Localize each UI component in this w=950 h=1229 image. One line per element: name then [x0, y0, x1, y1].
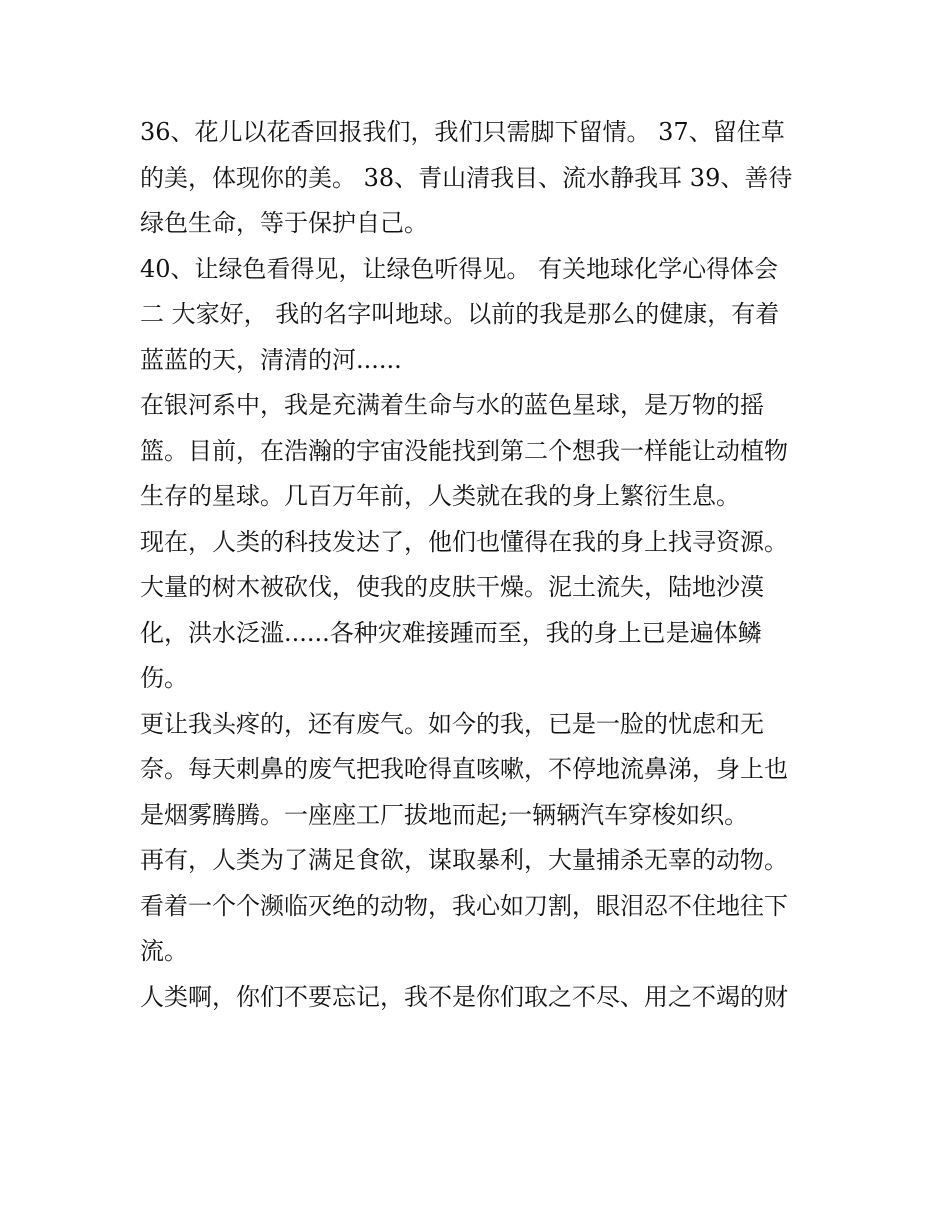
text-line: 生存的星球。几百万年前，人类就在我的身上繁衍生息。 [140, 482, 740, 510]
text-line: 二 大家好， 我的名字叫地球。以前的我是那么的健康，有着 [140, 300, 780, 328]
text-line: 流。 [140, 937, 188, 965]
text-line: 蓝蓝的天，清清的河...... [140, 345, 402, 374]
text-line: 的美，体现你的美。 38、青山清我目、流水静我耳 39、善待 [140, 163, 793, 192]
text-line: 化，洪水泛滥......各种灾难接踵而至，我的身上已是遍体鳞 [140, 618, 762, 647]
text-line: 更让我头疼的，还有废气。如今的我，已是一脸的忧虑和无 [140, 709, 764, 738]
text-line: 大量的树木被砍伐，使我的皮肤干燥。泥土流失，陆地沙漠 [140, 573, 764, 601]
text-line: 看着一个个濒临灭绝的动物，我心如刀割，眼泪忍不住地往下 [140, 891, 788, 920]
text-line: 40、让绿色看得见，让绿色听得见。 有关地球化学心得体会 [140, 254, 779, 283]
text-line: 篮。目前，在浩瀚的宇宙没能找到第二个想我一样能让动植物 [140, 436, 788, 465]
text-line: 是烟雾腾腾。一座座工厂拔地而起;一辆辆汽车穿梭如织。 [140, 800, 749, 829]
text-line: 伤。 [140, 664, 188, 692]
text-line: 绿色生命，等于保护自己。 [140, 209, 428, 237]
document-body [140, 110, 820, 1020]
text-line: 奈。每天刺鼻的废气把我呛得直咳嗽，不停地流鼻涕，身上也 [140, 755, 788, 783]
text-line: 人类啊，你们不要忘记，我不是你们取之不尽、用之不竭的财 [140, 982, 788, 1011]
text-line: 在银河系中，我是充满着生命与水的蓝色星球，是万物的摇 [140, 391, 764, 419]
text-line: 现在，人类的科技发达了，他们也懂得在我的身上找寻资源。 [140, 527, 788, 556]
text-line: 36、花儿以花香回报我们，我们只需脚下留情。 37、留住草 [140, 118, 785, 146]
text-line: 再有，人类为了满足食欲，谋取暴利，大量捕杀无辜的动物。 [140, 846, 788, 874]
